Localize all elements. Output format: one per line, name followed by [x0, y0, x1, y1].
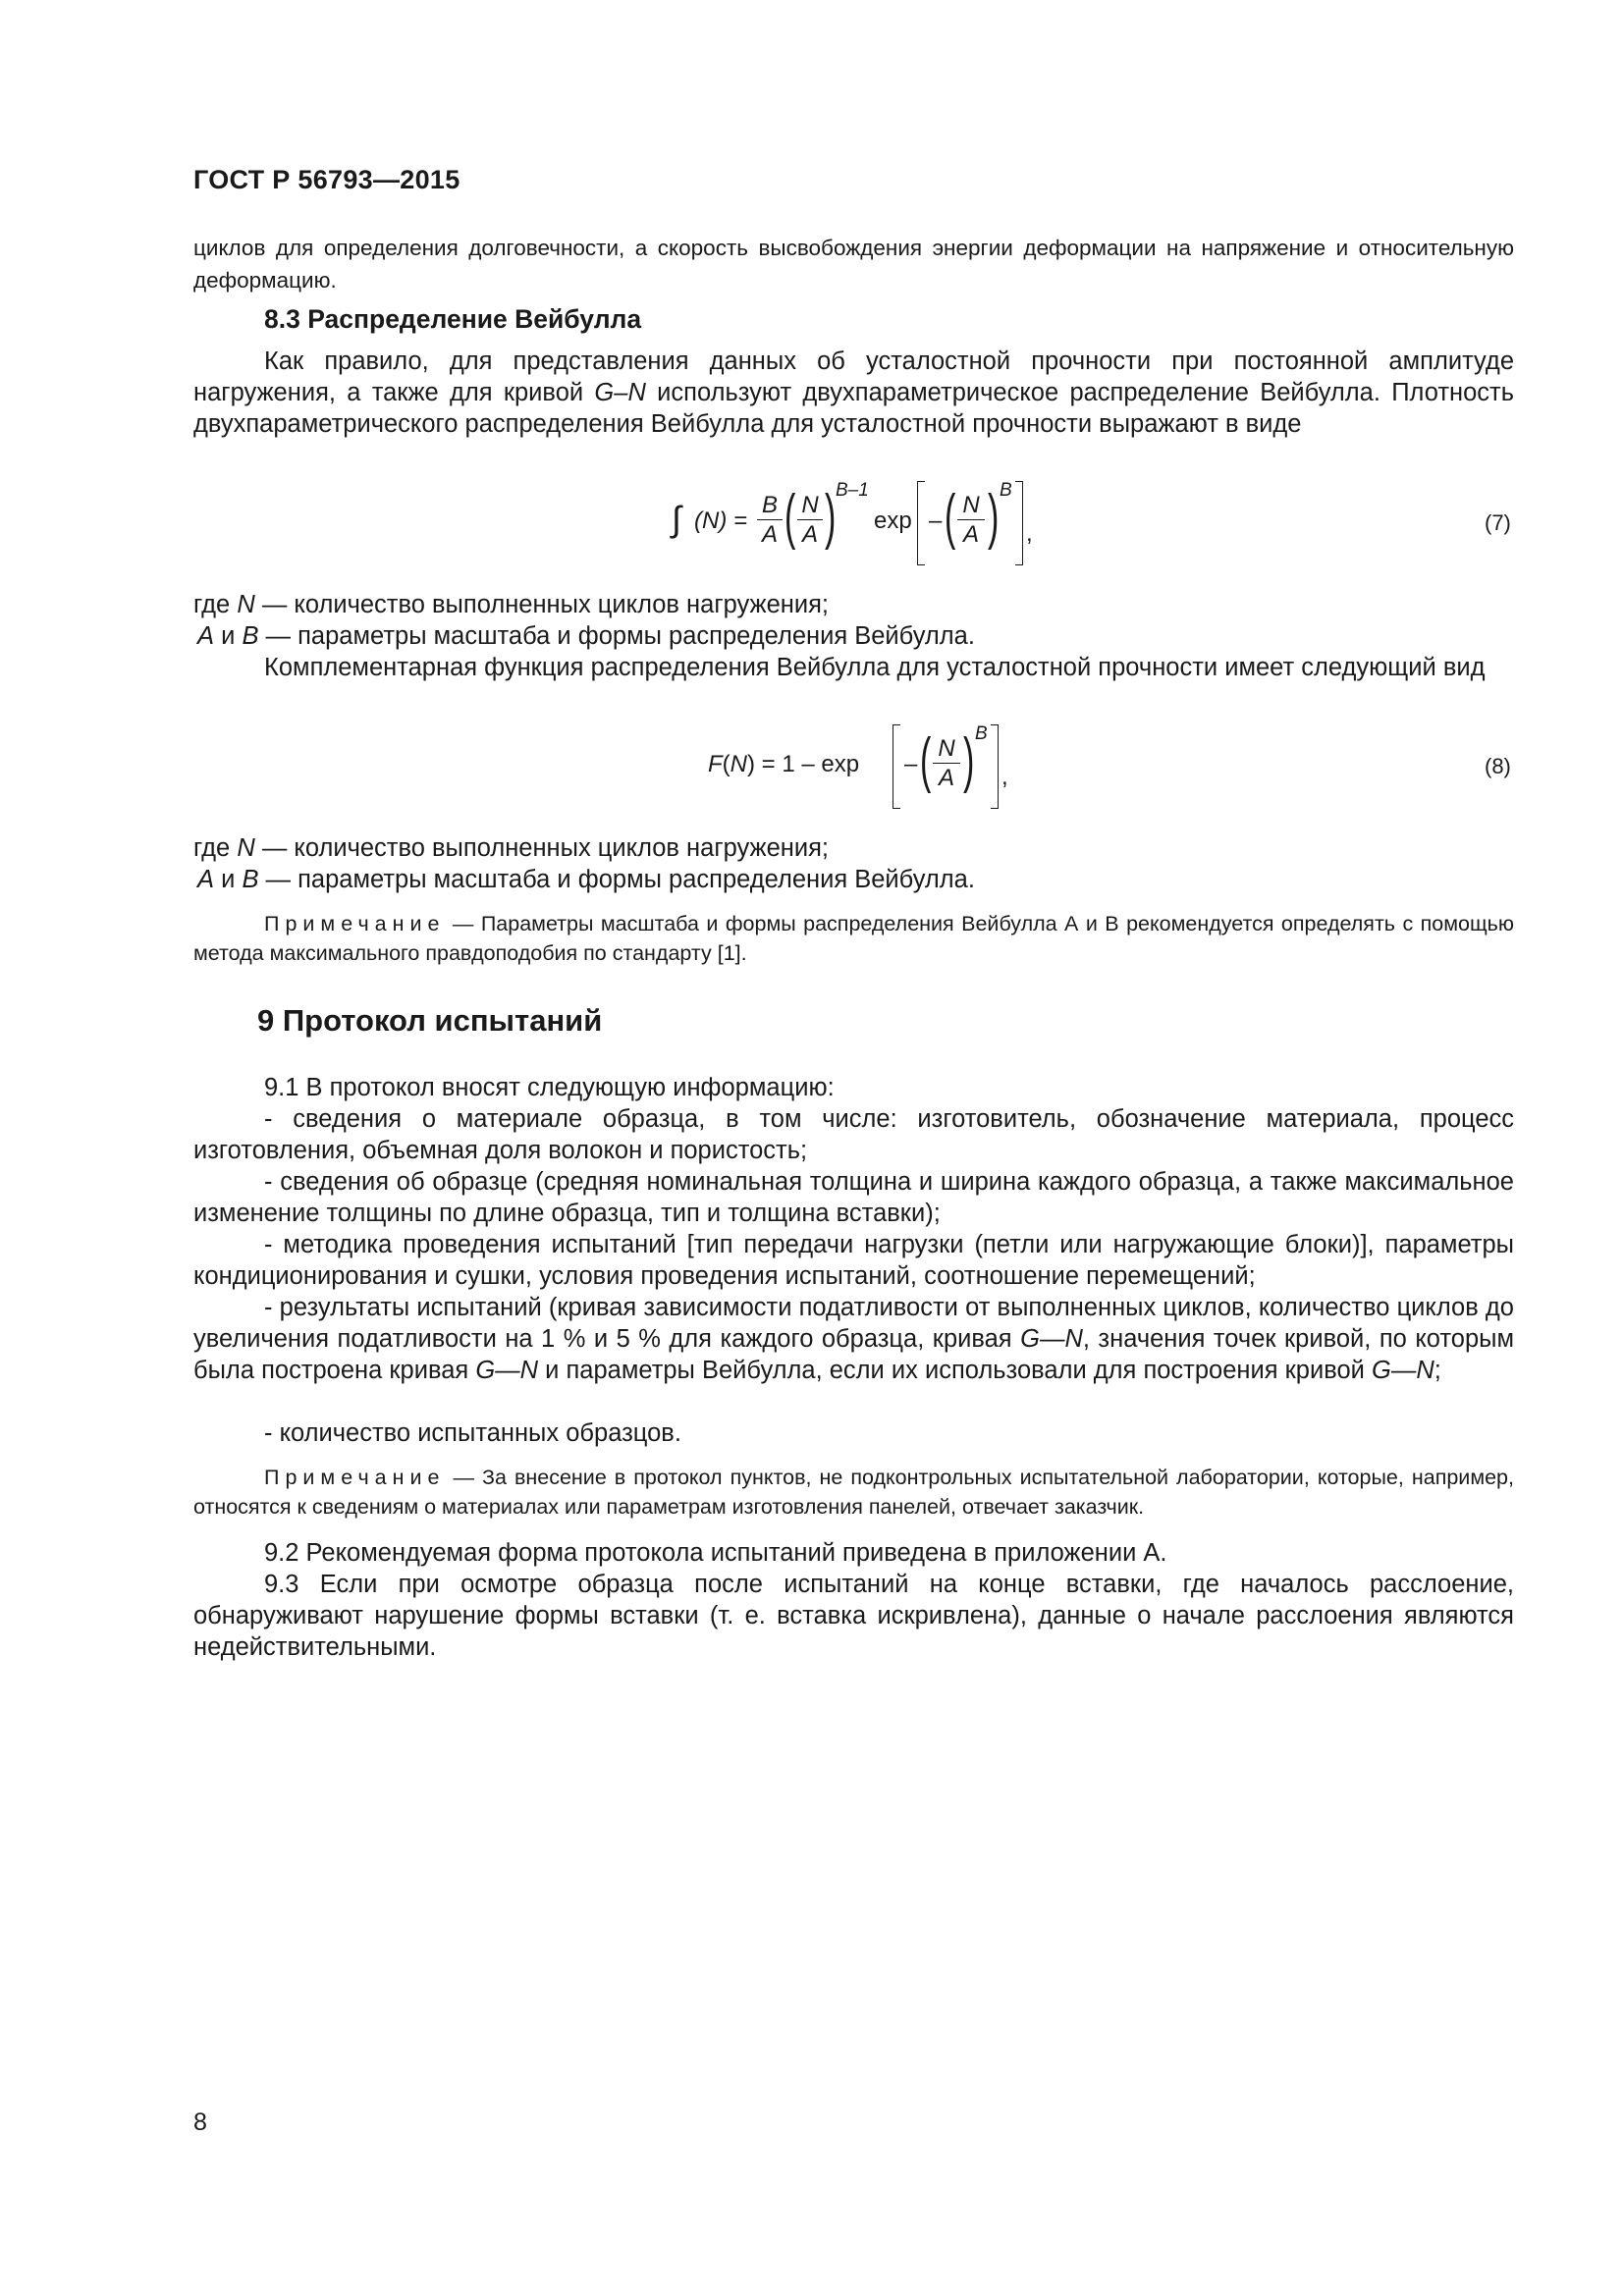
fraction-n-over-a — [797, 492, 823, 550]
paragraph-text: Как правило, для представления данных об усталостной прочности при постоянной амплитуде нагружения, а также для кривой — [193, 347, 1514, 406]
item-text: , значения точек кривой, по которым была построена кривая — [193, 1325, 1514, 1384]
item-text: ; — [1434, 1357, 1441, 1384]
paragraph-text: используют двухпараметрическое распределение Вейбулла. Плотность двухпараметрического распределения Вейбулла для усталостной прочности выражают в виде — [193, 379, 1515, 438]
right-parenthesis: ) — [963, 726, 975, 794]
note-label: Примечание — [264, 1466, 446, 1489]
fraction-numerator: N — [797, 492, 823, 520]
protocol-item-2: - сведения об образце (средняя номинальная толщина и ширина каждого образца, а также максимальное изменение толщины по длине образца, тип и толщина вставки); — [193, 1168, 1514, 1227]
right-parenthesis: ) — [988, 483, 1000, 551]
left-bracket — [917, 481, 925, 565]
section-9-1: 9.1 В протокол вносят следующую информацию: — [264, 1074, 835, 1101]
where-text: — параметры масштаба и формы распределения Вейбулла. — [258, 866, 975, 893]
where-text: — количество выполненных циклов нагружения; — [254, 834, 830, 862]
section-9-3: 9.3 Если при осмотре образца после испытаний на конце вставки, где началось расслоение, обнаруживают нарушение формы вставки (т. е. вставка искривлена), данные о начале расслоения являются недействительными. — [193, 1571, 1514, 1661]
left-parenthesis: ( — [784, 483, 796, 551]
left-bracket — [893, 724, 900, 809]
where-text: и — [214, 866, 243, 893]
exponent-b-minus-1: B–1 — [836, 480, 869, 501]
fraction-numerator: N — [933, 735, 960, 764]
b-symbol: B — [242, 866, 259, 893]
a-symbol: A — [197, 866, 215, 893]
minus-sign: – — [904, 751, 918, 777]
protocol-item-4 — [193, 1292, 1514, 1386]
fraction-n-over-a — [933, 735, 960, 793]
fraction-denominator: A — [801, 521, 818, 548]
minus-sign: – — [929, 507, 943, 534]
right-bracket — [1015, 481, 1023, 565]
a-symbol: A — [197, 622, 215, 650]
equation-number-8: (8) — [1485, 754, 1511, 778]
fraction-denominator: A — [962, 521, 979, 548]
right-parenthesis: ) — [825, 483, 837, 551]
fraction-denominator: A — [938, 765, 954, 791]
left-parenthesis: ( — [945, 483, 956, 551]
n-symbol: N — [237, 591, 255, 618]
where-n-line — [193, 589, 829, 620]
formula-lhs: F(N) = 1 – exp — [708, 751, 860, 777]
left-parenthesis: ( — [920, 726, 932, 794]
exponent-b: B — [975, 723, 988, 744]
fraction-denominator: A — [761, 521, 778, 548]
n-symbol: N — [237, 834, 255, 862]
note-text: — Параметры масштаба и формы распределения Вейбулла А и В рекомендуется определять с помощью метода максимального правдоподобия по стандарту [1]. — [193, 912, 1514, 965]
where-text: и — [214, 622, 243, 650]
fraction-numerator: B — [757, 492, 783, 520]
section-8-3-paragraph-2: Комплементарная функция распределения Вейбулла для усталостной прочности имеет следующий вид — [264, 654, 1486, 681]
integral-symbol: ∫ — [672, 499, 681, 539]
protocol-item-3: - методика проведения испытаний [тип передачи нагрузки (петли или нагружающие блоки)], параметры кондиционирования и сушки, условия проведения испытаний, соотношение перемещений; — [193, 1231, 1514, 1290]
note-9 — [193, 1463, 1514, 1522]
gn-symbol: G—N — [1371, 1357, 1434, 1384]
protocol-item-5: - количество испытанных образцов. — [264, 1419, 681, 1447]
section-9-heading: 9 Протокол испытаний — [257, 1003, 603, 1038]
item-text: - результаты испытаний (кривая зависимости податливости от выполненных циклов, количество циклов до увеличения податливости на 1 % и 5 % для каждого образца, кривая — [193, 1294, 1514, 1353]
note-label: Примечание — [264, 912, 446, 935]
fraction-b-over-a — [757, 492, 783, 550]
equation-number-7: (7) — [1485, 510, 1511, 535]
formula-comma: , — [1001, 764, 1008, 790]
gn-symbol: G—N — [1020, 1325, 1083, 1353]
page-number: 8 — [193, 2109, 207, 2136]
section-8-3-paragraph-1 — [193, 346, 1514, 440]
where-text: — количество выполненных циклов нагружения; — [254, 591, 830, 618]
exponent-b: B — [1000, 480, 1012, 501]
protocol-item-1: - сведения о материале образца, в том числе: изготовитель, обозначение материала, процесс изготовления, объемная доля волокон и пористость; — [193, 1105, 1514, 1164]
fraction-n-over-a — [957, 492, 985, 550]
where-ab-line — [197, 864, 975, 895]
intro-text: циклов для определения долговечности, а скорость высвобождения энергии деформации на напряжение и относительную деформацию. — [193, 236, 1514, 293]
item-text: и параметры Вейбулла, если их использовали для построения кривой — [538, 1357, 1372, 1384]
formula-comma: , — [1026, 520, 1033, 547]
document-id: ГОСТ Р 56793—2015 — [193, 165, 460, 194]
fraction-numerator: N — [957, 492, 985, 520]
where-n-line — [193, 832, 829, 864]
where-text: где — [193, 834, 238, 862]
note-8-3 — [193, 909, 1514, 968]
formula-lhs: (N) = — [694, 507, 747, 534]
exp-word: exp — [874, 507, 912, 534]
b-symbol: B — [242, 622, 259, 650]
gn-symbol: G–N — [594, 379, 646, 406]
intro-paragraph — [193, 232, 1514, 296]
gn-symbol: G—N — [475, 1357, 539, 1384]
section-8-3-heading: 8.3 Распределение Вейбулла — [264, 304, 642, 334]
where-text: где — [193, 591, 238, 618]
where-ab-line — [197, 620, 975, 652]
where-text: — параметры масштаба и формы распределения Вейбулла. — [258, 622, 975, 650]
right-bracket — [991, 724, 999, 809]
section-9-2: 9.2 Рекомендуемая форма протокола испытаний приведена в приложении А. — [264, 1539, 1167, 1567]
note-text: — За внесение в протокол пунктов, не подконтрольных испытательной лаборатории, которые, например, относятся к сведениям о материалах или параметрам изготовления панелей, отвечает заказчик. — [193, 1466, 1514, 1519]
